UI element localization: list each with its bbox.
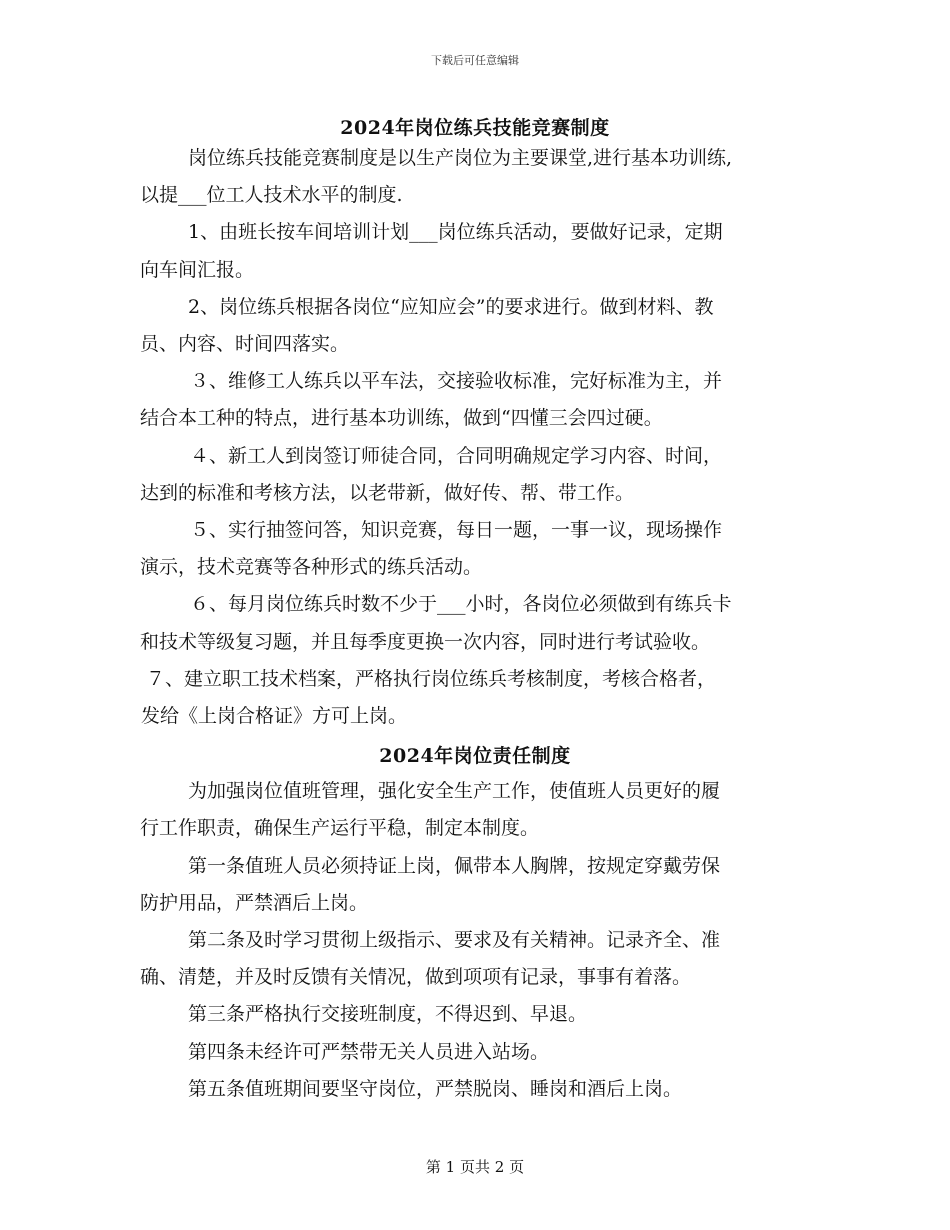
doc2-line: 第一条值班人员必须持证上岗，佩带本人胸牌，按规定穿戴劳保 [188,854,721,877]
doc1-line: ７、建立职工技术档案，严格执行岗位练兵考核制度，考核合格者， [146,667,717,690]
doc2-title: 2024年岗位责任制度 [379,745,571,768]
doc1-line: 向车间汇报。 [140,258,255,281]
doc1-line: ６、每月岗位练兵时数不少于___小时，各岗位必须做到有练兵卡 [190,593,732,616]
doc1-line: 1、由班长按车间培训计划___岗位练兵活动，要做好记录，定期 [188,221,723,244]
doc1-title: 2024年岗位练兵技能竞赛制度 [340,117,610,139]
doc1-line: 和技术等级复习题，并且每季度更换一次内容，同时进行考试验收。 [140,630,711,653]
doc1-line: 岗位练兵技能竞赛制度是以生产岗位为主要课堂,进行基本功训练, [188,147,733,169]
doc2-line: 第四条未经许可严禁带无关人员进入站场。 [188,1040,550,1063]
doc2-line: 为加强岗位值班管理，强化安全生产工作，使值班人员更好的履 [188,780,721,803]
doc1-line: 2、岗位练兵根据各岗位“应知应会”的要求进行。做到材料、教 [188,295,714,318]
page-header-note: 下载后可任意编辑 [431,54,519,67]
doc1-line: ３、维修工人练兵以平车法，交接验收标准，完好标准为主，并 [190,370,723,393]
doc1-line: 结合本工种的特点，进行基本功训练，做到“四懂三会四过硬。 [140,407,663,430]
doc1-line: 演示，技术竞赛等各种形式的练兵活动。 [140,556,483,579]
doc1-line: ５、实行抽签问答，知识竞赛，每日一题，一事一议，现场操作 [190,519,723,542]
doc1-line: 以提___位工人技术水平的制度. [140,184,403,207]
doc1-line: 员、内容、时间四落实。 [140,333,350,356]
doc2-line: 第三条严格执行交接班制度，不得迟到、早退。 [188,1003,588,1026]
document-body [140,100,810,1108]
doc1-line: ４、新工人到岗签订师徒合同，合同明确规定学习内容、时间， [190,444,723,467]
doc2-line: 确、清楚，并及时反馈有关情况，做到项项有记录，事事有着落。 [140,966,692,989]
doc1-line: 达到的标准和考核方法，以老带新，做好传、帮、带工作。 [140,481,635,504]
page-number: 第 1 页共 2 页 [425,1158,525,1176]
doc2-line: 防护用品，严禁酒后上岗。 [140,891,369,914]
doc2-line: 第五条值班期间要坚守岗位，严禁脱岗、睡岗和酒后上岗。 [188,1077,683,1100]
doc2-line: 行工作职责，确保生产运行平稳，制定本制度。 [140,817,540,840]
doc2-line: 第二条及时学习贯彻上级指示、要求及有关精神。记录齐全、准 [188,929,721,952]
doc1-line: 发给《上岗合格证》方可上岗。 [141,705,408,728]
